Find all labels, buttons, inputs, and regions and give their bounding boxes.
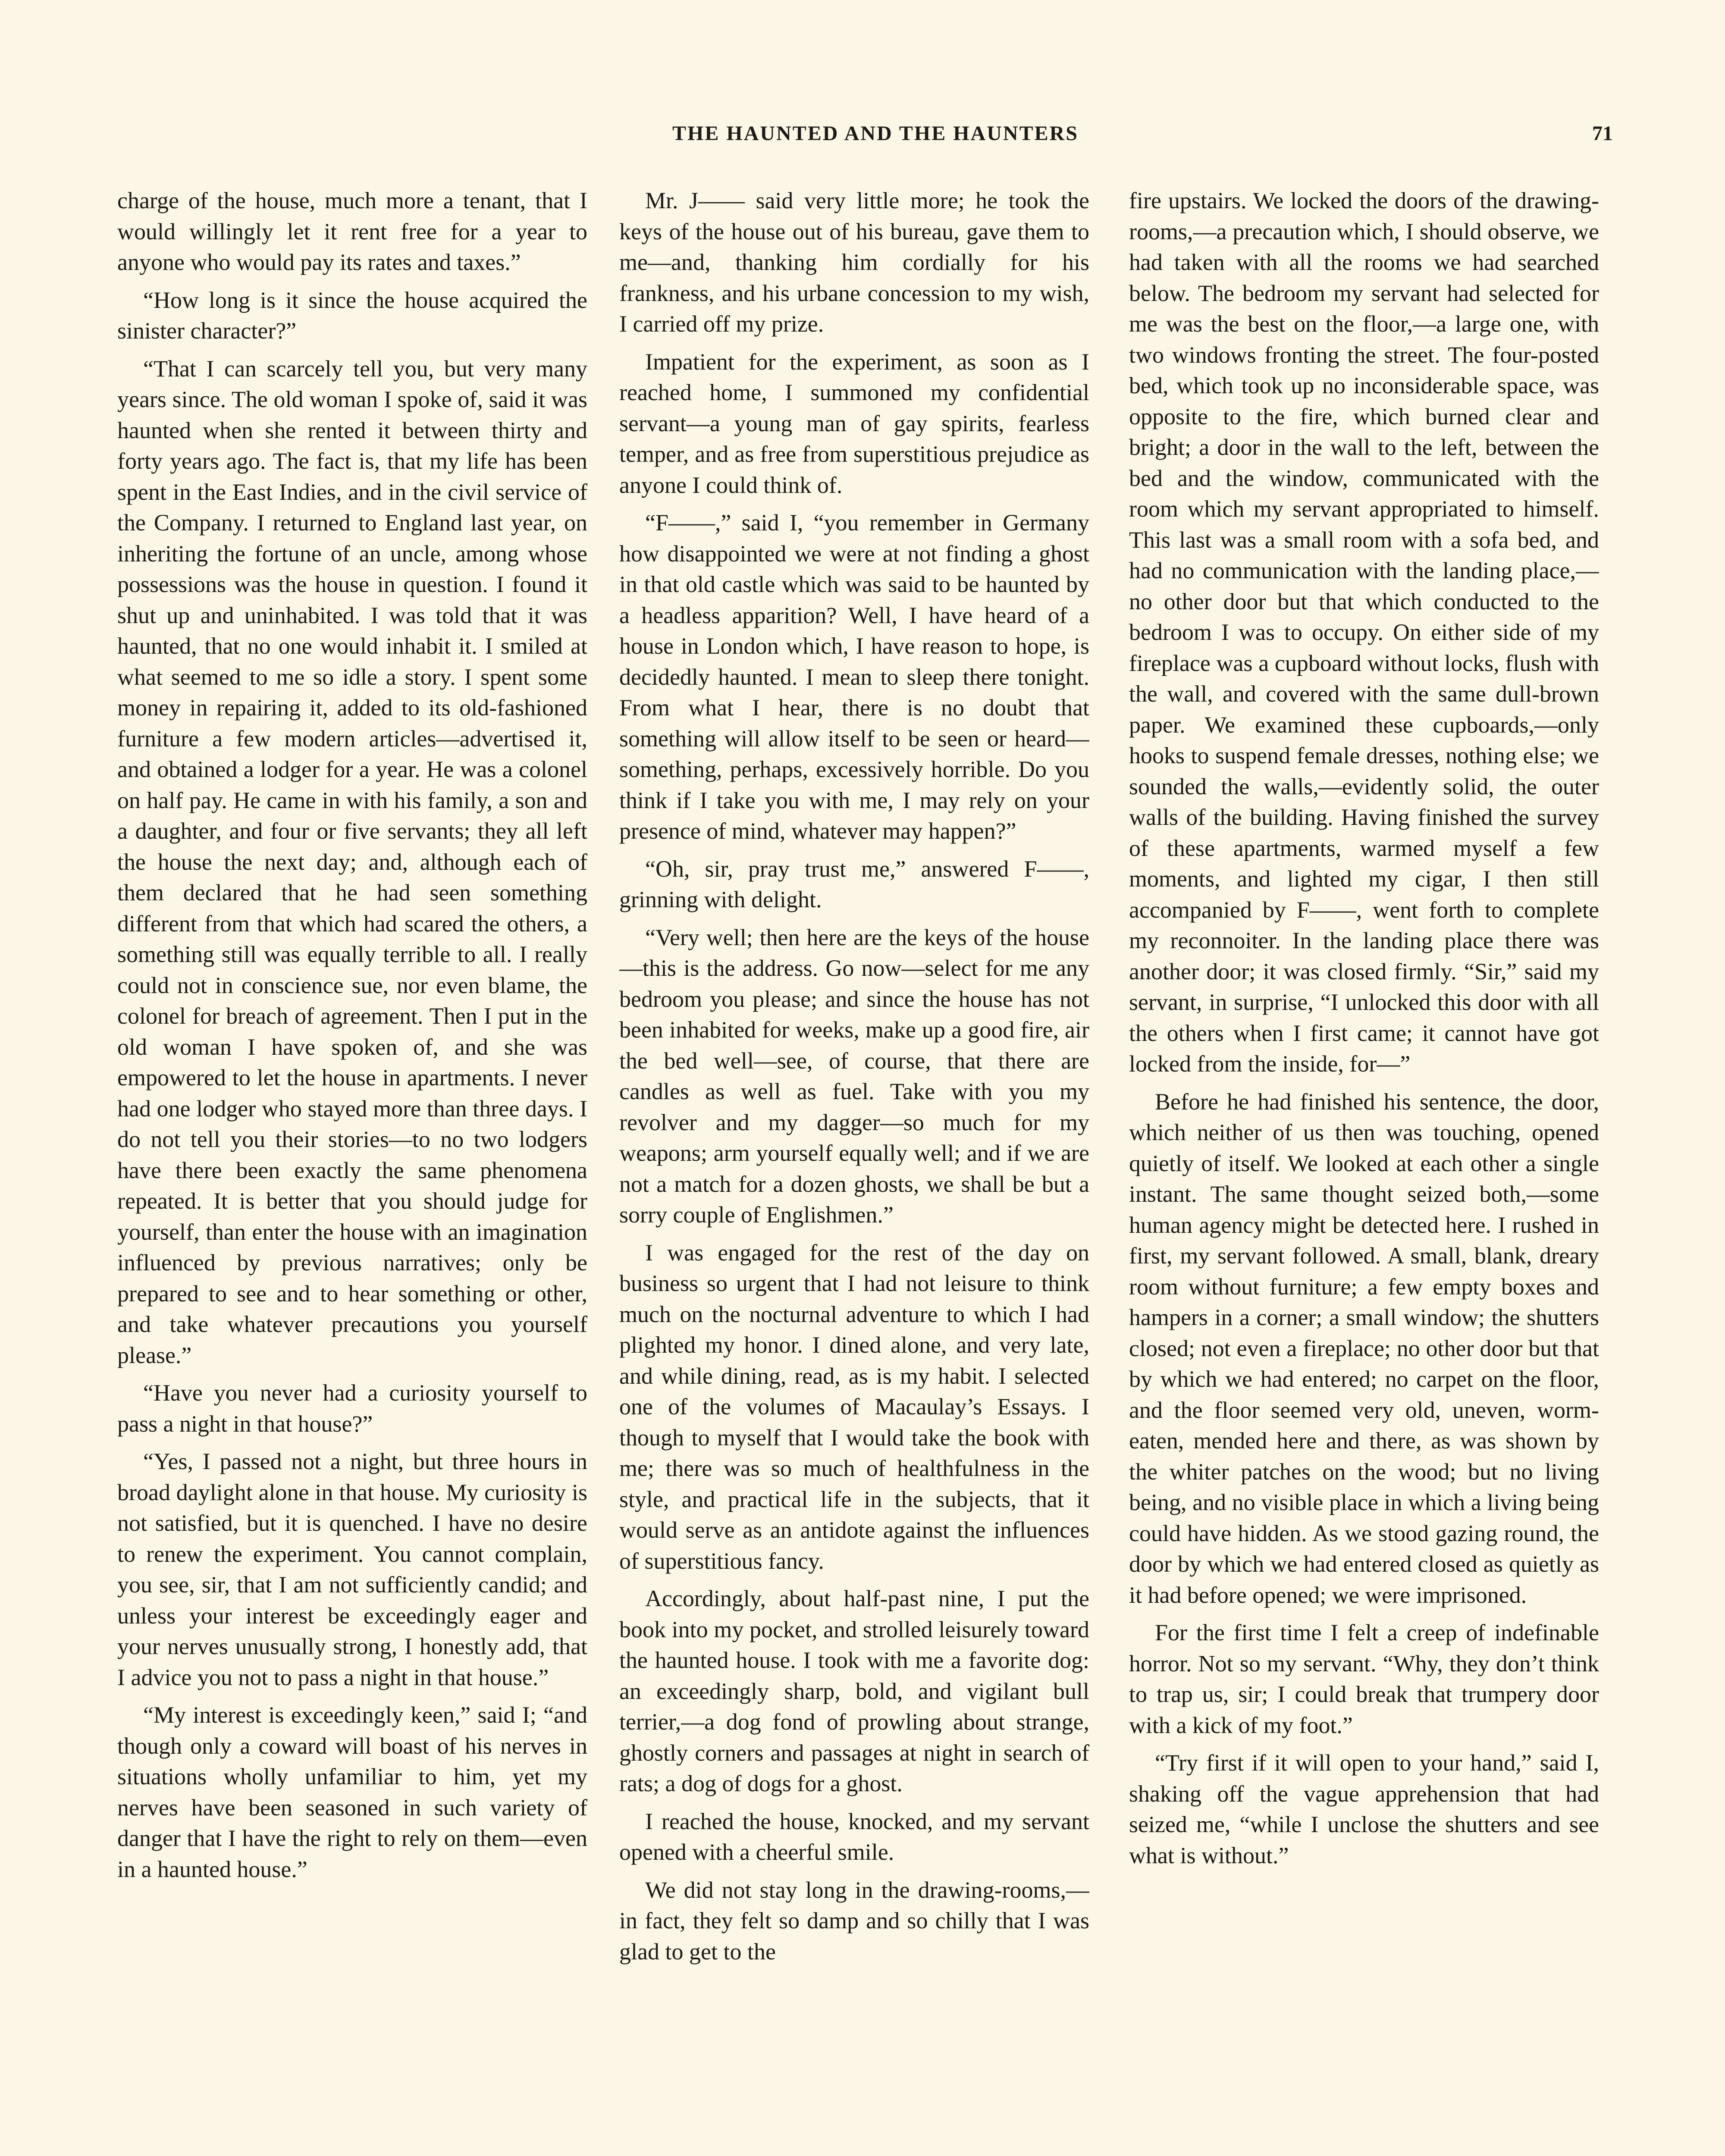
running-head [0, 122, 1725, 160]
paragraph: I was engaged for the rest of the day on business so urgent that I had not leisure to think much on the nocturnal adventure to which I had plighted my honor. I dined alone, and very late, and while dining, read, as is my habit. I selected one of the volumes of Macaulay’s Essays. I though to myself that I would take the book with me; there was so much of healthfulness in the style, and practical life in the subjects, that it would serve as an antidote against the influences of superstitious fancy. [619, 1239, 1089, 1574]
paragraph: “Oh, sir, pray trust me,” answered F——, grinning with delight. [619, 856, 1089, 912]
paragraph: Accordingly, about half-past nine, I put the book into my pocket, and strolled leisurely toward the haunted house. I took with me a favorite dog: an exceedingly sharp, bold, and vigilant bull terrier,—a dog fond of prowling about strange, ghostly corners and passages at night in search of rats; a dog of dogs for a ghost. [619, 1586, 1089, 1796]
paragraph: “That I can scarcely tell you, but very many years since. The old woman I spoke of, said it was haunted when she rented it between thirty and forty years ago. The fact is, that my life has been spent in the East Indies, and in the civil service of the Company. I returned to England last year, on inheriting the fortune of an uncle, among whose possessions was the house in question. I found it shut up and uninhabited. I was told that it was haunted, that no one would inhabit it. I smiled at what seemed to me so idle a story. I spent some money in repairing it, added to its old-fashioned furniture a few modern articles—advertised it, and obtained a lodger for a year. He was a colonel on half pay. He came in with his family, a son and a daughter, and four or five servants; they all left the house the next day; and, although each of them declared that he had seen something different from that which had scared the others, a something still was equally terrible to all. I really could not in conscience sue, nor even blame, the colonel for breach of agreement. Then I put in the old woman I have spoken of, and she was empowered to let the house in apartments. I never had one lodger who stayed more than three days. I do not tell you their stories—to no two lodgers have there been exactly the same phenomena repeated. It is better that you should judge for yourself, than enter the house with an imagination influenced by previous narratives; only be prepared to see and to hear something or other, and take whatever precautions you yourself please.” [117, 355, 587, 1368]
paragraph: I reached the house, knocked, and my servant opened with a cheerful smile. [619, 1808, 1089, 1865]
paragraph: charge of the house, much more a tenant, that I would willingly let it rent free for a year to anyone who would pay its rates and taxes.” [117, 188, 587, 275]
paragraph: “Very well; then here are the keys of the house—this is the address. Go now—select for me any bedroom you please; and since the house has not been inhabited for weeks, make up a good fire, air the bed well—see, of course, that there are candles as well as fuel. Take with you my revolver and my dagger—so much for my weapons; arm yourself equally well; and if we are not a match for a dozen ghosts, we shall be but a sorry couple of Englishmen.” [619, 924, 1089, 1228]
paragraph: “Have you never had a curiosity yourself to pass a night in that house?” [117, 1380, 587, 1437]
page-number: 71 [1592, 122, 1613, 145]
text-column-3 [1129, 185, 1599, 2156]
paragraph: “F——,” said I, “you remember in Germany how disappointed we were at not finding a ghost in that old castle which was said to be haunted by a headless apparition? Well, I have heard of a house in London which, I have reason to hope, is decidedly haunted. I mean to sleep there tonight. From what I hear, there is no doubt that something will allow itself to be seen or heard—something, perhaps, excessively horrible. Do you think if I take you with me, I may rely on your presence of mind, whatever may happen?” [619, 510, 1089, 844]
paragraph: Before he had finished his sentence, the door, which neither of us then was touching, opened quietly of itself. We looked at each other a single instant. The same thought seized both,—some human agency might be detected here. I rushed in first, my servant followed. A small, blank, dreary room without furniture; a few empty boxes and hampers in a corner; a small window; the shutters closed; not even a fireplace; no other door but that by which we had entered; no carpet on the floor, and the floor seemed very old, uneven, worm-eaten, mended here and there, as was shown by the whiter patches on the wood; but no living being, and no visible place in which a living being could have hidden. As we stood gazing round, the door by which we had entered closed as quietly as it had before opened; we were imprisoned. [1129, 1088, 1599, 1608]
paragraph: Mr. J—— said very little more; he took the keys of the house out of his bureau, gave them to me—and, thanking him cordially for his frankness, and his urbane concession to my wish, I carried off my prize. [619, 188, 1089, 337]
text-column-2 [619, 185, 1089, 2156]
paragraph: “Yes, I passed not a night, but three hours in broad daylight alone in that house. My curiosity is not satisfied, but it is quenched. I have no desire to renew the experiment. You cannot complain, you see, sir, that I am not sufficiently candid; and unless your interest be exceedingly eager and your nerves unusually strong, I honestly add, that I advice you not to pass a night in that house.” [117, 1448, 587, 1690]
text-column-1 [117, 185, 587, 2156]
paragraph: We did not stay long in the drawing-rooms,—in fact, they felt so damp and so chilly that I was glad to get to the [619, 1877, 1089, 1965]
paragraph: fire upstairs. We locked the doors of the drawing-rooms,—a precaution which, I should observe, we had taken with all the rooms we had searched below. The bedroom my servant had selected for me was the best on the floor,—a large one, with two windows fronting the street. The four-posted bed, which took up no inconsiderable space, was opposite to the fire, which burned clear and bright; a door in the wall to the left, between the bed and the window, communicated with the room which my servant appropriated to himself. This last was a small room with a sofa bed, and had no communication with the landing place,—no other door but that which conducted to the bedroom I was to occupy. On either side of my fireplace was a cupboard without locks, flush with the wall, and covered with the same dull-brown paper. We examined these cupboards,—only hooks to suspend female dresses, nothing else; we sounded the walls,—evidently solid, the outer walls of the building. Having finished the survey of these apartments, warmed myself a few moments, and lighted my cigar, I then still accompanied by F——, went forth to complete my reconnoiter. In the landing place there was another door; it was closed firmly. “Sir,” said my servant, in surprise, “I unlocked this door with all the others when I first came; it cannot have got locked from the inside, for—” [1129, 188, 1599, 1077]
paragraph: Impatient for the experiment, as soon as I reached home, I summoned my confidential servant—a young man of gay spirits, fearless temper, and as free from superstitious prejudice as anyone I could think of. [619, 348, 1089, 498]
paragraph: “How long is it since the house acquired the sinister character?” [117, 287, 587, 344]
paragraph: “Try first if it will open to your hand,” said I, shaking off the vague apprehension that had seized me, “while I unclose the shutters and see what is without.” [1129, 1750, 1599, 1868]
page-title: THE HAUNTED AND THE HAUNTERS [672, 122, 1079, 145]
paragraph: For the first time I felt a creep of indefinable horror. Not so my servant. “Why, they don’t think to trap us, sir; I could break that trumpery door with a kick of my foot.” [1129, 1620, 1599, 1738]
paragraph: “My interest is exceedingly keen,” said I; “and though only a coward will boast of his nerves in situations wholly unfamiliar to him, yet my nerves have been seasoned in such variety of danger that I have the right to rely on them—even in a haunted house.” [117, 1702, 587, 1882]
